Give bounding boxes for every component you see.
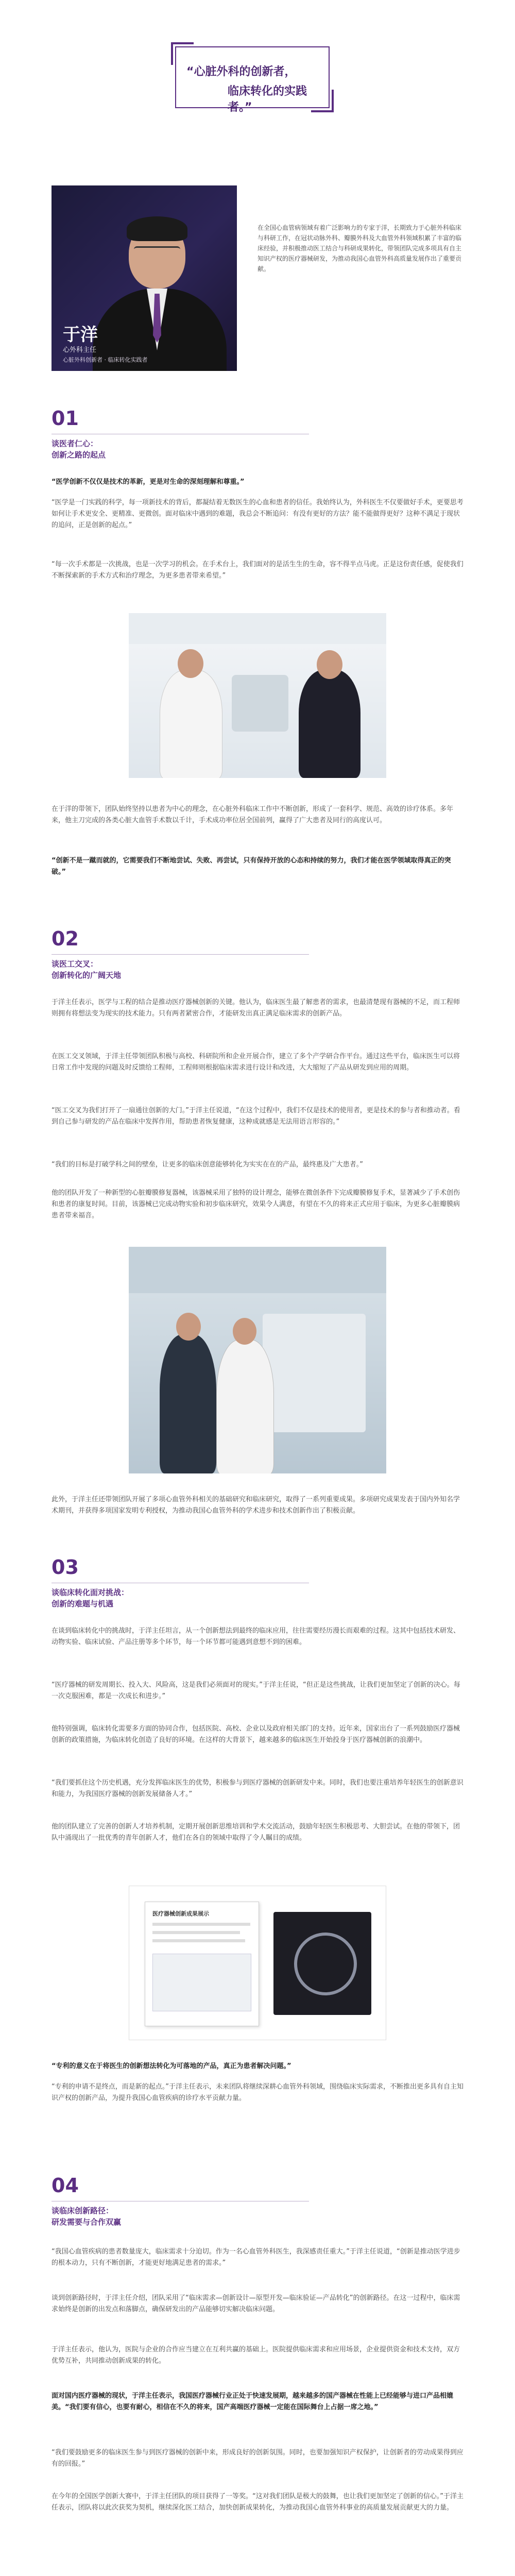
section-3-para-4: “我们要抓住这个历史机遇，充分发挥临床医生的优势，积极参与到医疗器械的创新研发中来。同时，我们也要注重培养年轻医生的创新意识和能力，为我国医疗器械的创新发展储备人才。” [52, 1779, 464, 1798]
document-figure [152, 1954, 251, 2011]
quote-box [175, 46, 330, 114]
section-3-para-3: 他特别强调，临床转化需要多方面的协同合作，包括医院、高校、企业以及政府相关部门的支持。近年来，国家出台了一系列鼓励医疗器械创新的政策措施，为临床转化创造了良好的环境。在这样的大背景下，越来越多的临床医生开始投身于医疗器械创新的浪潮中。 [52, 1725, 460, 1744]
section-2-title: 谈医工交叉： [52, 959, 98, 969]
section-1-para-3: “每一次手术都是一次挑战，也是一次学习的机会。在手术台上，我们面对的是活生生的生命，容不得半点马虎。正是这份责任感，促使我们不断探索新的手术方式和治疗理念，为更多患者带来希望。” [52, 561, 464, 580]
quote-line-1: “心脏外科的创新者， [186, 65, 296, 78]
photo-lab-tour [129, 1247, 386, 1473]
photo-person-2 [216, 1340, 274, 1473]
section-4-para-3: 于洋主任表示，他认为，医院与企业的合作应当建立在互利共赢的基础上。医院提供临床需求和应用场景，企业提供资金和技术支持，双方优势互补，共同推动创新成果的转化。 [52, 2346, 460, 2365]
document-line [152, 1923, 250, 1926]
document-title: 医疗器械创新成果展示 [152, 1910, 209, 1917]
photo-equipment [263, 1314, 366, 1432]
section-1-title: 谈医者仁心： [52, 439, 98, 448]
section-2-para-3: “医工交叉为我们打开了一扇通往创新的大门。”于洋主任说道，“在这个过程中，我们不仅是技术的使用者，更是技术的参与者和推动者。看到自己参与研发的产品在临床中发挥作用，帮助患者恢复健康，这种成就感是无法用语言形容的。” [52, 1107, 460, 1126]
section-4-subtitle: 研发需要与合作双赢 [52, 2217, 122, 2227]
portrait-glasses [134, 246, 180, 258]
photo-equipment [232, 675, 288, 732]
section-4-para-4: 面对国内医疗器械的现状，于洋主任表示，我国医疗器械行业正处于快速发展期，越来越多的国产器械在性能上已经能够与进口产品相媲美。“我们要有信心，也要有耐心，相信在不久的将来，国产高端医疗器械一定能在国际舞台上占据一席之地。” [52, 2392, 454, 2411]
section-1-para-after-2: “创新不是一蹴而就的，它需要我们不断地尝试、失败、再尝试，只有保持开放的心态和持续的努力，我们才能在医学领域取得真正的突破。” [52, 857, 451, 876]
device-image [273, 1912, 371, 2015]
profile-subtitle: 心脏外科创新者 · 临床转化实践者 [63, 357, 148, 363]
section-3-number: 03 [52, 1556, 79, 1579]
section-4-para-6: 在今年的全国医学创新大赛中，于洋主任团队的项目获得了一等奖。“这对我们团队是极大的鼓舞，也让我们更加坚定了创新的信心。”于洋主任表示，团队将以此次获奖为契机，继续深化医工结合，加快创新成果转化，为推动我国心血管外科事业的高质量发展贡献更大的力量。 [52, 2493, 464, 2512]
photo-lab-visit [129, 613, 386, 778]
section-3-subtitle: 创新的难题与机遇 [52, 1599, 114, 1608]
quote-line-2: 临床转化的实践者。” [228, 85, 307, 114]
section-2-subtitle: 创新转化的广阔天地 [52, 971, 122, 980]
section-2-para-2: 在医工交叉领域，于洋主任带领团队积极与高校、科研院所和企业开展合作，建立了多个产学研合作平台。通过这些平台，临床医生可以将日常工作中发现的问题及时反馈给工程师，工程师则根据临床需求进行设计和改进，大大缩短了产品从研发到应用的周期。 [52, 1053, 460, 1072]
section-4-title: 谈临床创新路径： [52, 2206, 114, 2215]
document-line [152, 1931, 240, 1934]
section-3-para-2: “医疗器械的研发周期长、投入大、风险高，这是我们必须面对的现实。”于洋主任说，“但正是这些挑战，让我们更加坚定了创新的决心。每一次克服困难，都是一次成长和进步。” [52, 1681, 460, 1700]
section-3-para-5: 他的团队建立了完善的创新人才培养机制，定期开展创新思维培训和学术交流活动，鼓励年轻医生积极思考、大胆尝试。在他的带领下，团队中涌现出了一批优秀的青年创新人才，他们在各自的领域中取得了令人瞩目的成绩。 [52, 1823, 460, 1842]
photo-document-showcase [129, 1886, 386, 2040]
photo-person-head [233, 1318, 256, 1345]
section-1-number: 01 [52, 407, 79, 430]
section-4-para-2: 谈到创新路径时，于洋主任介绍，团队采用了“临床需求—创新设计—原型开发—临床验证—产品转化”的创新路径。在这一过程中，临床需求始终是创新的出发点和落脚点，确保研发出的产品能够切实解决临床问题。 [52, 2294, 460, 2313]
photo-ceiling [129, 613, 386, 644]
document-sheet [145, 1902, 259, 2026]
section-4-para-1: “我国心血管疾病的患者数量庞大，临床需求十分迫切。作为一名心血管外科医生，我深感责任重大。”于洋主任说道，“创新是推动医学进步的根本动力，只有不断创新，才能更好地满足患者的需求。” [52, 2248, 460, 2267]
photo-person-head [178, 649, 203, 678]
section-2-number: 02 [52, 927, 79, 950]
photo-person-head [317, 650, 342, 679]
profile-intro: 在全国心血管病领域有着广泛影响力的专家于洋，长期致力于心脏外科临床与科研工作，在冠状动脉外科、瓣膜外科及大血管外科领域积累了丰富的临床经验，并积极推动医工结合与科研成果转化，带领团队完成多项具有自主知识产权的医疗器械研发，为推动我国心血管外科高质量发展作出了重要贡献。 [258, 224, 462, 273]
section-1-para-after-1: 在于洋的带领下，团队始终坚持以患者为中心的理念，在心脏外科临床工作中不断创新，形成了一套科学、规范、高效的诊疗体系。多年来，他主刀完成的各类心脏大血管手术数以千计，手术成功率位居全国前列，赢得了广大患者及同行的高度认可。 [52, 805, 454, 824]
photo-person-head [176, 1313, 201, 1341]
section-3-para-after-2: “专利的申请不是终点，而是新的起点。”于洋主任表示，未来团队将继续深耕心血管外科领域，围绕临床实际需求，不断推出更多具有自主知识产权的创新产品，为提升我国心血管疾病的诊疗水平贡献力量。 [52, 2083, 464, 2102]
section-2-para-4: “我们的目标是打破学科之间的壁垒，让更多的临床创意能够转化为实实在在的产品，最终惠及广大患者。” [52, 1161, 363, 1168]
section-2-para-5: 他的团队开发了一种新型的心脏瓣膜修复器械，该器械采用了独特的设计理念，能够在微创条件下完成瓣膜修复手术，显著减少了手术创伤和患者的康复时间。目前，该器械已完成动物实验和初步临床研究，效果令人满意，有望在不久的将来正式应用于临床，为更多心脏瓣膜病患者带来福音。 [52, 1189, 460, 1219]
photo-person-1 [160, 1334, 216, 1473]
section-3-para-after-1: “专利的意义在于将医生的创新想法转化为可落地的产品，真正为患者解决问题。” [52, 2062, 291, 2070]
section-4-number: 04 [52, 2174, 79, 2197]
section-1-para-1: “医学创新不仅仅是技术的革新，更是对生命的深刻理解和尊重。” [52, 478, 245, 486]
section-2-divider [52, 954, 309, 955]
section-4-para-5: “我们要鼓励更多的临床医生参与到医疗器械的创新中来，形成良好的创新氛围。同时，也要加强知识产权保护，让创新者的劳动成果得到应有的回报。” [52, 2449, 464, 2468]
photo-person-white-coat [160, 670, 222, 778]
profile-portrait [52, 185, 237, 371]
section-3-para-1: 在谈到临床转化中的挑战时，于洋主任坦言，从一个创新想法到最终的临床应用，往往需要经历漫长而艰难的过程。这其中包括技术研发、动物实验、临床试验、产品注册等多个环节，每一个环节都可能遇到意想不到的困难。 [52, 1627, 460, 1646]
section-1-subtitle: 创新之路的起点 [52, 450, 106, 460]
section-3-title: 谈临床转化面对挑战： [52, 1588, 129, 1597]
photo-ceiling [129, 1247, 386, 1293]
profile-title: 心外科主任 [63, 346, 97, 354]
section-1-para-2: “医学是一门实践的科学，每一项新技术的背后，都凝结着无数医生的心血和患者的信任。我始终认为，外科医生不仅要做好手术，更要思考如何让手术更安全、更精准、更微创。面对临床中遇到的难题，我总会不断追问：有没有更好的方法？能不能做得更好？这种不满足于现状的追问，正是创新的起点。” [52, 499, 464, 529]
section-2-para-after-1: 此外，于洋主任还带领团队开展了多项心血管外科相关的基础研究和临床研究，取得了一系列重要成果。多项研究成果发表于国内外知名学术期刊，并获得多项国家发明专利授权，为推动我国心血管外科的学术进步和技术创新作出了积极贡献。 [52, 1496, 460, 1515]
document-line [152, 1939, 245, 1942]
profile-name: 于洋 [63, 325, 98, 345]
portrait-hair [127, 216, 187, 241]
section-2-para-1: 于洋主任表示，医学与工程的结合是推动医疗器械创新的关键。他认为，临床医生最了解患者的需求，也最清楚现有器械的不足，而工程师则拥有将想法变为现实的技术能力。只有两者紧密合作，才能研发出真正满足临床需求的创新产品。 [52, 998, 460, 1018]
photo-person-dark-suit [299, 670, 360, 778]
device-ring [294, 1933, 357, 1995]
